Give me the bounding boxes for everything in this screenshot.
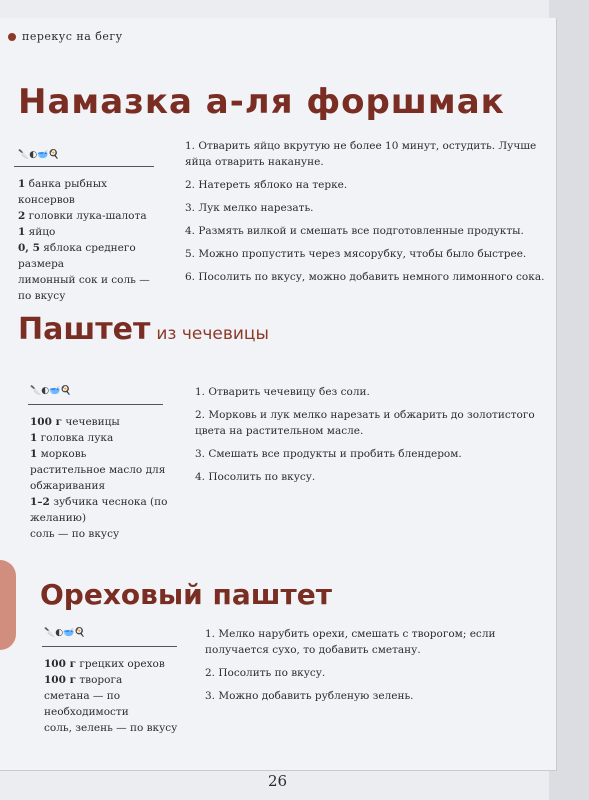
recipe2-subtitle: из чечевицы (156, 324, 269, 344)
recipe3-ingredients (44, 656, 204, 736)
ingredient-item (18, 176, 158, 208)
step-item: 2. Посолить по вкусу. (205, 667, 326, 679)
step-item: 1. Отварить яйцо вкрутую не более 10 минут, остудить. Лучше яйца отварить накануне. (185, 140, 537, 168)
finger-shadow (0, 560, 16, 650)
ingredient-item (44, 720, 204, 736)
ingredient-amount: 0, 5 (18, 242, 40, 254)
recipe2-title (18, 312, 269, 347)
ingredient-amount: 100 г (44, 674, 77, 686)
recipe1-title: Намазка а-ля форшмак (18, 82, 505, 122)
ingredient-amount: 100 г (44, 658, 77, 670)
ingredient-text: соль — по вкусу (30, 528, 120, 540)
step-item: 3. Можно добавить рубленую зелень. (205, 690, 414, 702)
ingredient-item (18, 272, 158, 304)
ingredient-item (18, 208, 158, 224)
ingredient-item (30, 526, 170, 542)
ingredient-amount: 100 г (30, 416, 63, 428)
step-item: 6. Посолить по вкусу, можно добавить немного лимонного сока. (185, 271, 545, 283)
step-item: 2. Морковь и лук мелко нарезать и обжарить до золотистого цвета на растительном масле. (195, 409, 535, 437)
step-item: 4. Посолить по вкусу. (195, 471, 316, 483)
ingredient-item (18, 240, 158, 272)
recipe2-title-main: Паштет (18, 312, 151, 347)
recipe3-steps (205, 626, 545, 711)
recipe3-title: Ореховый паштет (40, 578, 332, 611)
ingredient-amount: 1–2 (30, 496, 50, 508)
utensils-icon: 🔪◐🥣🍳 (44, 628, 86, 638)
ingredient-text: головки лука-шалота (25, 210, 147, 222)
utensils-icon: 🔪◐🥣🍳 (30, 386, 72, 396)
ingredient-amount: 1 (18, 226, 26, 238)
ingredient-text: творога (76, 674, 123, 686)
step-item: 1. Отварить чечевицу без соли. (195, 386, 370, 398)
bullet-icon (8, 33, 16, 41)
ingredient-text: растительное масло для обжаривания (30, 464, 166, 492)
ingredient-text: лимонный сок и соль — по вкусу (18, 274, 150, 302)
ingredient-item (30, 462, 170, 494)
section-header (8, 30, 123, 43)
ingredient-item (44, 672, 204, 688)
ingredient-amount: 1 (30, 432, 38, 444)
utensils-icon: 🔪◐🥣🍳 (18, 150, 60, 160)
divider (14, 166, 154, 167)
section-label: перекус на бегу (22, 30, 123, 43)
recipe1-steps (185, 138, 545, 292)
ingredient-item (44, 656, 204, 672)
ingredient-text: чечевицы (62, 416, 120, 428)
ingredient-item (30, 414, 170, 430)
divider (28, 404, 163, 405)
ingredient-text: сметана — по необходимости (44, 690, 129, 718)
ingredient-amount: 1 (30, 448, 38, 460)
step-item: 5. Можно пропустить через мясорубку, чтобы было быстрее. (185, 248, 527, 260)
ingredient-item (30, 446, 170, 462)
ingredient-amount: 2 (18, 210, 26, 222)
divider (42, 646, 177, 647)
ingredient-amount: 1 (18, 178, 26, 190)
step-item: 3. Смешать все продукты и пробить блендером. (195, 448, 462, 460)
ingredient-text: банка рыбных консервов (18, 178, 108, 206)
step-item: 2. Натереть яблоко на терке. (185, 179, 348, 191)
ingredient-item (44, 688, 204, 720)
page-number: 26 (268, 772, 288, 790)
ingredient-text: зубчика чеснока (по желанию) (30, 496, 168, 524)
ingredient-text: яблока среднего размера (18, 242, 136, 270)
recipe2-ingredients (30, 414, 170, 542)
ingredient-text: головка лука (37, 432, 114, 444)
step-item: 1. Мелко нарубить орехи, смешать с творогом; если получается сухо, то добавить сметану. (205, 628, 496, 656)
ingredient-text: морковь (37, 448, 87, 460)
ingredient-item (30, 494, 170, 526)
step-item: 4. Размять вилкой и смешать все подготовленные продукты. (185, 225, 524, 237)
ingredient-item (18, 224, 158, 240)
recipe1-ingredients (18, 176, 158, 304)
ingredient-text: грецких орехов (76, 658, 165, 670)
ingredient-item (30, 430, 170, 446)
ingredient-text: соль, зелень — по вкусу (44, 722, 178, 734)
recipe2-steps (195, 384, 545, 492)
step-item: 3. Лук мелко нарезать. (185, 202, 314, 214)
ingredient-text: яйцо (25, 226, 56, 238)
